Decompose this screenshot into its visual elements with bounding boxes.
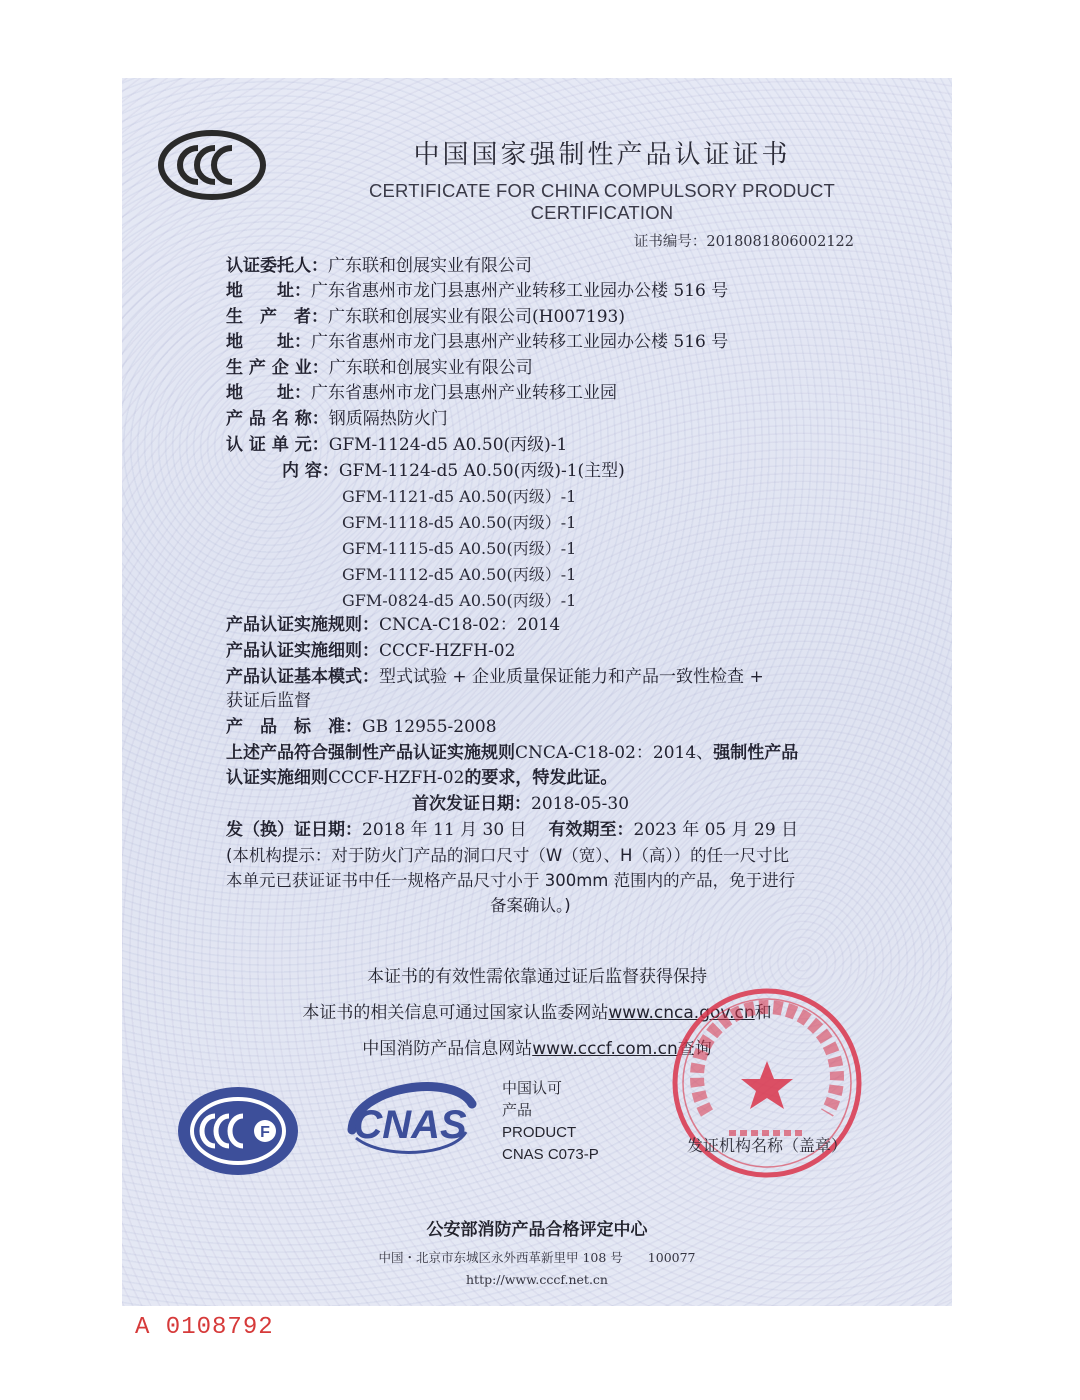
product-name-label: 产 品 名 称： — [226, 409, 329, 429]
certificate-number — [634, 230, 854, 251]
factory-address-row — [226, 381, 617, 405]
cnca-website-link[interactable]: www.cnca.gov.cn — [608, 1003, 755, 1023]
svg-text:F: F — [260, 1124, 270, 1141]
cnas-cn-line-1: 中国认可 — [502, 1080, 563, 1097]
content-item: GFM-1115-d5 A0.50(丙级）-1 — [342, 539, 577, 558]
title-chinese: 中国国家强制性产品认证证书 — [413, 140, 791, 170]
certificate-number-value: 2018081806002122 — [706, 234, 854, 250]
applicant-address-row — [226, 279, 728, 303]
conformity-rule-ref: CNCA-C18-02：2014、 — [515, 743, 714, 763]
notice-line-2: 本单元已获证证书中任一规格产品尺寸小于 300mm 范围内的产品，免于进行 — [226, 871, 796, 890]
manufacturer-address-value: 广东省惠州市龙门县惠州产业转移工业园办公楼 516 号 — [311, 332, 729, 352]
conformity-text: 认证实施细则 — [226, 768, 328, 788]
valid-until-value: 2023 年 05 月 29 日 — [633, 820, 799, 840]
cert-unit-value: GFM-1124-d5 A0.50(丙级)-1 — [328, 435, 568, 455]
first-issue-row — [412, 792, 629, 816]
conformity-text: 的要求，特发此证。 — [464, 768, 618, 788]
cnas-en-line-1: PRODUCT — [502, 1124, 577, 1141]
info-text: 和 — [754, 1003, 772, 1023]
product-name-value: 钢质隔热防火门 — [328, 409, 448, 429]
content-item: GFM-1121-d5 A0.50(丙级）-1 — [342, 487, 577, 506]
factory-label: 生 产 企 业： — [226, 358, 329, 378]
content-item: GFM-1112-d5 A0.50(丙级）-1 — [342, 565, 577, 584]
issuing-organization-address: 中国・北京市东城区永外西革新里甲 108 号 100077 — [378, 1250, 696, 1265]
standard-label: 产 品 标 准： — [226, 717, 362, 737]
cert-unit-label: 认 证 单 元： — [226, 435, 329, 455]
cert-mode-label: 产品认证基本模式： — [226, 667, 379, 687]
impl-detail-label: 产品认证实施细则： — [226, 641, 379, 661]
cert-unit-row — [226, 433, 567, 457]
cert-mode-value: 型式试验 + 企业质量保证能力和产品一致性检查 + — [379, 667, 764, 687]
issue-date-row — [226, 818, 798, 842]
issuer-name-label: 发证机构名称（盖章） — [687, 1136, 848, 1155]
certificate-serial-number: A 0108792 — [135, 1314, 274, 1341]
cnas-en-line-2: CNAS C073-P — [502, 1146, 599, 1163]
conformity-text: 强制性产品 — [713, 743, 799, 763]
content-item: GFM-1124-d5 A0.50(丙级)-1(主型) — [338, 461, 625, 481]
applicant-row — [226, 254, 532, 278]
cert-mode-continued: 获证后监督 — [226, 691, 311, 711]
cert-mode-row — [226, 665, 764, 689]
impl-rule-value: CNCA-C18-02：2014 — [379, 615, 561, 635]
certificate-number-label: 证书编号： — [633, 234, 707, 250]
cnas-mark-text: CNAS — [353, 1103, 467, 1147]
notice-line-3: 备案确认。) — [490, 896, 571, 915]
impl-detail-value: CCCF-HZFH-02 — [379, 641, 516, 661]
info-text: 本证书的相关信息可通过国家认监委网站 — [302, 1003, 609, 1023]
manufacturer-address-label: 地 址： — [226, 332, 311, 352]
first-issue-label: 首次发证日期： — [412, 794, 531, 814]
issuing-organization-url[interactable]: http://www.cccf.net.cn — [466, 1272, 608, 1287]
factory-address-value: 广东省惠州市龙门县惠州产业转移工业园 — [311, 383, 617, 403]
impl-rule-label: 产品认证实施规则： — [226, 615, 379, 635]
content-item: GFM-0824-d5 A0.50(丙级）-1 — [342, 591, 577, 610]
validity-statement: 本证书的有效性需依靠通过证后监督获得保持 — [367, 967, 707, 987]
ccc-logo-icon — [158, 130, 266, 200]
content-label: 内 容： — [282, 461, 339, 481]
notice-line-1: (本机构提示：对于防火门产品的洞口尺寸（W（宽）、H（高））的任一尺寸比 — [226, 846, 790, 865]
applicant-label: 认证委托人： — [226, 256, 328, 276]
manufacturer-label: 生 产 者： — [226, 307, 328, 327]
issue-date-label: 发（换）证日期： — [226, 820, 362, 840]
applicant-address-value: 广东省惠州市龙门县惠州产业转移工业园办公楼 516 号 — [311, 281, 729, 301]
manufacturer-value: 广东联和创展实业有限公司(H007193) — [328, 307, 625, 327]
cnas-logo-icon — [334, 1068, 484, 1164]
applicant-address-label: 地 址： — [226, 281, 311, 301]
standard-value: GB 12955-2008 — [362, 717, 497, 737]
product-name-row — [226, 407, 448, 431]
cccf-logo-icon — [177, 1086, 299, 1176]
content-item: GFM-1118-d5 A0.50(丙级）-1 — [342, 513, 577, 532]
title-english: CERTIFICATE FOR CHINA COMPULSORY PRODUCT CERTIFICATION — [368, 180, 836, 223]
impl-rule-row — [226, 613, 560, 637]
manufacturer-row — [226, 305, 625, 329]
cccf-website-link[interactable]: www.cccf.com.cn — [532, 1039, 678, 1059]
conformity-detail-ref: CCCF-HZFH-02 — [328, 768, 465, 788]
content-row — [282, 459, 625, 483]
first-issue-value: 2018-05-30 — [531, 794, 630, 814]
conformity-text: 上述产品符合强制性产品认证实施规则 — [226, 743, 515, 763]
info-text: 中国消防产品信息网站 — [362, 1039, 533, 1059]
conformity-line-2 — [226, 766, 617, 790]
factory-row — [226, 356, 533, 380]
factory-address-label: 地 址： — [226, 383, 311, 403]
standard-row — [226, 715, 497, 739]
issue-date-value: 2018 年 11 月 30 日 — [362, 820, 527, 840]
valid-until-label: 有效期至： — [548, 820, 634, 840]
info-text: 查询 — [677, 1039, 712, 1059]
cnas-accreditation-text — [502, 1078, 599, 1166]
conformity-line-1 — [226, 741, 798, 765]
applicant-value: 广东联和创展实业有限公司 — [328, 256, 532, 276]
certificate-sheet — [122, 78, 952, 1306]
factory-value: 广东联和创展实业有限公司 — [328, 358, 533, 378]
cnas-cn-line-2: 产品 — [502, 1102, 533, 1119]
impl-detail-row — [226, 639, 515, 663]
manufacturer-address-row — [226, 330, 728, 354]
issuing-organization-name: 公安部消防产品合格评定中心 — [426, 1220, 648, 1240]
